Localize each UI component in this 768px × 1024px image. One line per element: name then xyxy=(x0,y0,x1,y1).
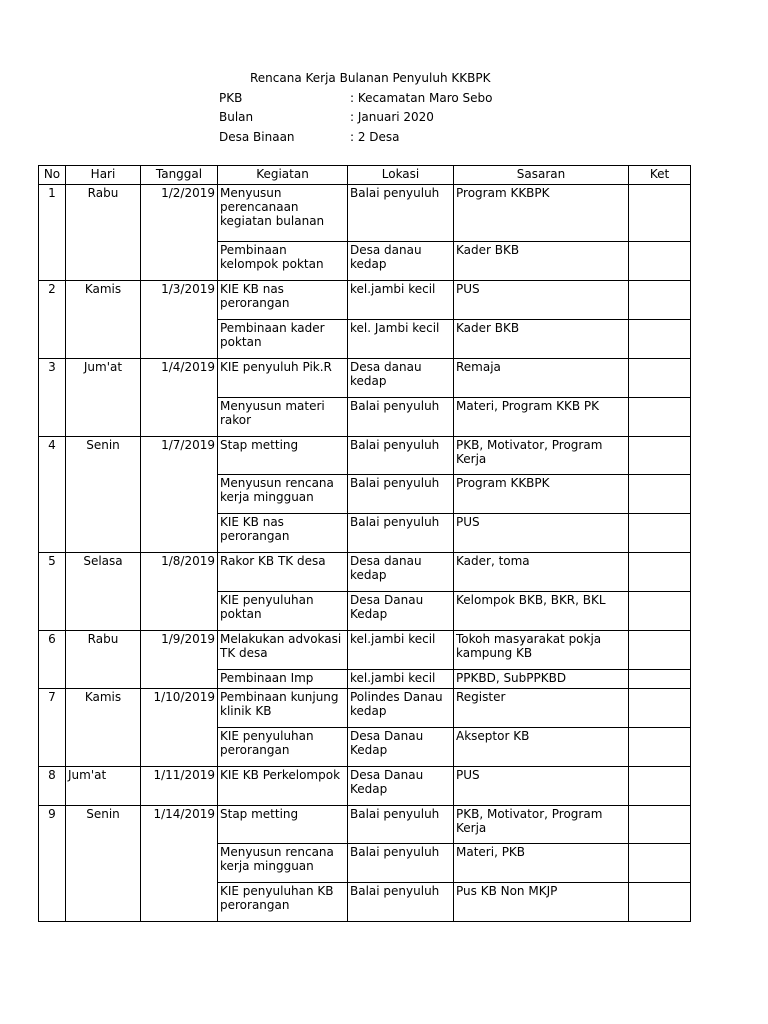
cell-ket xyxy=(629,553,691,592)
document-title: Rencana Kerja Bulanan Penyuluh KKBPK xyxy=(250,71,491,85)
cell-lokasi: kel.jambi kecil xyxy=(348,670,454,689)
col-header-hari: Hari xyxy=(66,166,141,185)
cell-tanggal: 1/7/2019 xyxy=(141,437,218,475)
cell-lokasi: kel. Jambi kecil xyxy=(348,320,454,359)
cell-ket xyxy=(629,398,691,437)
cell-kegiatan: Pembinaan kelompok poktan xyxy=(218,242,348,281)
cell-tanggal xyxy=(141,592,218,631)
table-row xyxy=(39,844,691,883)
cell-hari: Kamis xyxy=(66,281,141,320)
cell-ket xyxy=(629,883,691,922)
cell-kegiatan: Menyusun rencana kerja mingguan xyxy=(218,844,348,883)
cell-kegiatan: KIE KB nas perorangan xyxy=(218,514,348,553)
table-row xyxy=(39,320,691,359)
cell-lokasi: Balai penyuluh xyxy=(348,185,454,242)
meta-value-desa: : 2 Desa xyxy=(350,130,400,144)
cell-hari xyxy=(66,475,141,514)
col-header-kegiatan: Kegiatan xyxy=(218,166,348,185)
cell-sasaran: PPKBD, SubPPKBD xyxy=(454,670,629,689)
cell-sasaran: Register xyxy=(454,689,629,728)
cell-sasaran: Pus KB Non MKJP xyxy=(454,883,629,922)
col-header-no: No xyxy=(39,166,66,185)
cell-hari: Rabu xyxy=(66,631,141,670)
meta-value-bulan: : Januari 2020 xyxy=(350,110,434,124)
cell-hari xyxy=(66,670,141,689)
cell-lokasi: Desa Danau Kedap xyxy=(348,767,454,806)
cell-lokasi: Balai penyuluh xyxy=(348,398,454,437)
cell-tanggal: 1/3/2019 xyxy=(141,281,218,320)
cell-sasaran: Tokoh masyarakat pokja kampung KB xyxy=(454,631,629,670)
cell-sasaran: Akseptor KB xyxy=(454,728,629,767)
table-row xyxy=(39,437,691,475)
cell-tanggal xyxy=(141,670,218,689)
cell-lokasi: Desa danau kedap xyxy=(348,242,454,281)
table-row xyxy=(39,553,691,592)
cell-kegiatan: KIE penyuluhan poktan xyxy=(218,592,348,631)
cell-lokasi: Desa Danau Kedap xyxy=(348,592,454,631)
cell-hari: Senin xyxy=(66,437,141,475)
cell-tanggal: 1/2/2019 xyxy=(141,185,218,242)
cell-sasaran: PUS xyxy=(454,767,629,806)
cell-kegiatan: KIE penyuluhan perorangan xyxy=(218,728,348,767)
cell-hari xyxy=(66,728,141,767)
cell-ket xyxy=(629,728,691,767)
cell-ket xyxy=(629,475,691,514)
table-row xyxy=(39,514,691,553)
table-row xyxy=(39,728,691,767)
cell-no xyxy=(39,728,66,767)
cell-lokasi: Desa danau kedap xyxy=(348,359,454,398)
cell-ket xyxy=(629,437,691,475)
cell-kegiatan: Pembinaan kunjung klinik KB xyxy=(218,689,348,728)
cell-hari xyxy=(66,883,141,922)
cell-kegiatan: Pembinaan kader poktan xyxy=(218,320,348,359)
cell-sasaran: Kelompok BKB, BKR, BKL xyxy=(454,592,629,631)
cell-tanggal: 1/4/2019 xyxy=(141,359,218,398)
cell-ket xyxy=(629,359,691,398)
col-header-sasaran: Sasaran xyxy=(454,166,629,185)
cell-kegiatan: Stap metting xyxy=(218,806,348,844)
cell-lokasi: kel.jambi kecil xyxy=(348,281,454,320)
schedule-table xyxy=(38,165,691,922)
col-header-lokasi: Lokasi xyxy=(348,166,454,185)
cell-kegiatan: KIE penyuluhan KB perorangan xyxy=(218,883,348,922)
cell-hari: Jum'at xyxy=(66,359,141,398)
table-row xyxy=(39,359,691,398)
cell-lokasi: Desa Danau Kedap xyxy=(348,728,454,767)
cell-ket xyxy=(629,689,691,728)
table-row xyxy=(39,398,691,437)
cell-no xyxy=(39,398,66,437)
cell-hari: Jum'at xyxy=(66,767,141,806)
cell-lokasi: Desa danau kedap xyxy=(348,553,454,592)
cell-hari xyxy=(66,514,141,553)
cell-ket xyxy=(629,185,691,242)
cell-ket xyxy=(629,806,691,844)
cell-no: 1 xyxy=(39,185,66,242)
cell-lokasi: Balai penyuluh xyxy=(348,514,454,553)
cell-sasaran: Kader, toma xyxy=(454,553,629,592)
cell-sasaran: Program KKBPK xyxy=(454,475,629,514)
cell-no xyxy=(39,514,66,553)
cell-ket xyxy=(629,281,691,320)
cell-no: 4 xyxy=(39,437,66,475)
cell-lokasi: Balai penyuluh xyxy=(348,883,454,922)
cell-lokasi: Balai penyuluh xyxy=(348,475,454,514)
cell-lokasi: Balai penyuluh xyxy=(348,437,454,475)
cell-no: 6 xyxy=(39,631,66,670)
table-row xyxy=(39,767,691,806)
cell-tanggal xyxy=(141,398,218,437)
cell-hari: Rabu xyxy=(66,185,141,242)
cell-tanggal xyxy=(141,475,218,514)
cell-ket xyxy=(629,767,691,806)
meta-label-desa: Desa Binaan xyxy=(219,130,295,144)
cell-hari xyxy=(66,844,141,883)
cell-no xyxy=(39,475,66,514)
table-row xyxy=(39,185,691,242)
cell-hari: Kamis xyxy=(66,689,141,728)
table-row xyxy=(39,631,691,670)
cell-kegiatan: Menyusun materi rakor xyxy=(218,398,348,437)
cell-kegiatan: Menyusun perencanaan kegiatan bulanan xyxy=(218,185,348,242)
cell-kegiatan: Stap metting xyxy=(218,437,348,475)
cell-tanggal xyxy=(141,242,218,281)
table-row xyxy=(39,689,691,728)
cell-sasaran: Remaja xyxy=(454,359,629,398)
cell-hari xyxy=(66,242,141,281)
cell-sasaran: Program KKBPK xyxy=(454,185,629,242)
cell-no: 8 xyxy=(39,767,66,806)
cell-ket xyxy=(629,320,691,359)
cell-no xyxy=(39,592,66,631)
cell-ket xyxy=(629,844,691,883)
table-row xyxy=(39,281,691,320)
cell-sasaran: PKB, Motivator, Program Kerja xyxy=(454,806,629,844)
cell-no xyxy=(39,320,66,359)
cell-no: 7 xyxy=(39,689,66,728)
cell-kegiatan: Menyusun rencana kerja mingguan xyxy=(218,475,348,514)
cell-hari xyxy=(66,320,141,359)
cell-no xyxy=(39,844,66,883)
cell-kegiatan: KIE penyuluh Pik.R xyxy=(218,359,348,398)
cell-ket xyxy=(629,592,691,631)
meta-value-pkb: : Kecamatan Maro Sebo xyxy=(350,91,493,105)
cell-sasaran: PUS xyxy=(454,514,629,553)
cell-tanggal xyxy=(141,844,218,883)
cell-tanggal: 1/10/2019 xyxy=(141,689,218,728)
cell-kegiatan: Melakukan advokasi TK desa xyxy=(218,631,348,670)
cell-ket xyxy=(629,242,691,281)
cell-sasaran: PUS xyxy=(454,281,629,320)
cell-ket xyxy=(629,514,691,553)
table-row xyxy=(39,242,691,281)
cell-tanggal xyxy=(141,514,218,553)
cell-tanggal xyxy=(141,320,218,359)
cell-sasaran: Kader BKB xyxy=(454,242,629,281)
table-header-row xyxy=(39,166,691,185)
cell-lokasi: kel.jambi kecil xyxy=(348,631,454,670)
cell-sasaran: PKB, Motivator, Program Kerja xyxy=(454,437,629,475)
cell-lokasi: Polindes Danau kedap xyxy=(348,689,454,728)
cell-kegiatan: Rakor KB TK desa xyxy=(218,553,348,592)
cell-lokasi: Balai penyuluh xyxy=(348,844,454,883)
table-row xyxy=(39,475,691,514)
col-header-ket: Ket xyxy=(629,166,691,185)
cell-no: 3 xyxy=(39,359,66,398)
cell-sasaran: Materi, PKB xyxy=(454,844,629,883)
cell-hari xyxy=(66,398,141,437)
cell-no xyxy=(39,670,66,689)
cell-kegiatan: Pembinaan Imp xyxy=(218,670,348,689)
meta-label-bulan: Bulan xyxy=(219,110,254,124)
cell-tanggal: 1/14/2019 xyxy=(141,806,218,844)
cell-hari: Senin xyxy=(66,806,141,844)
cell-tanggal: 1/9/2019 xyxy=(141,631,218,670)
cell-tanggal xyxy=(141,883,218,922)
cell-no xyxy=(39,883,66,922)
cell-tanggal xyxy=(141,728,218,767)
cell-no xyxy=(39,242,66,281)
table-body xyxy=(39,185,691,922)
col-header-tanggal: Tanggal xyxy=(141,166,218,185)
cell-no: 9 xyxy=(39,806,66,844)
cell-lokasi: Balai penyuluh xyxy=(348,806,454,844)
table-row xyxy=(39,670,691,689)
cell-hari: Selasa xyxy=(66,553,141,592)
cell-sasaran: Kader BKB xyxy=(454,320,629,359)
table-row xyxy=(39,806,691,844)
cell-no: 5 xyxy=(39,553,66,592)
meta-label-pkb: PKB xyxy=(219,91,243,105)
cell-ket xyxy=(629,631,691,670)
cell-tanggal: 1/8/2019 xyxy=(141,553,218,592)
cell-hari xyxy=(66,592,141,631)
cell-no: 2 xyxy=(39,281,66,320)
cell-kegiatan: KIE KB nas perorangan xyxy=(218,281,348,320)
cell-tanggal: 1/11/2019 xyxy=(141,767,218,806)
table-row xyxy=(39,883,691,922)
cell-sasaran: Materi, Program KKB PK xyxy=(454,398,629,437)
cell-kegiatan: KIE KB Perkelompok xyxy=(218,767,348,806)
cell-ket xyxy=(629,670,691,689)
table-row xyxy=(39,592,691,631)
